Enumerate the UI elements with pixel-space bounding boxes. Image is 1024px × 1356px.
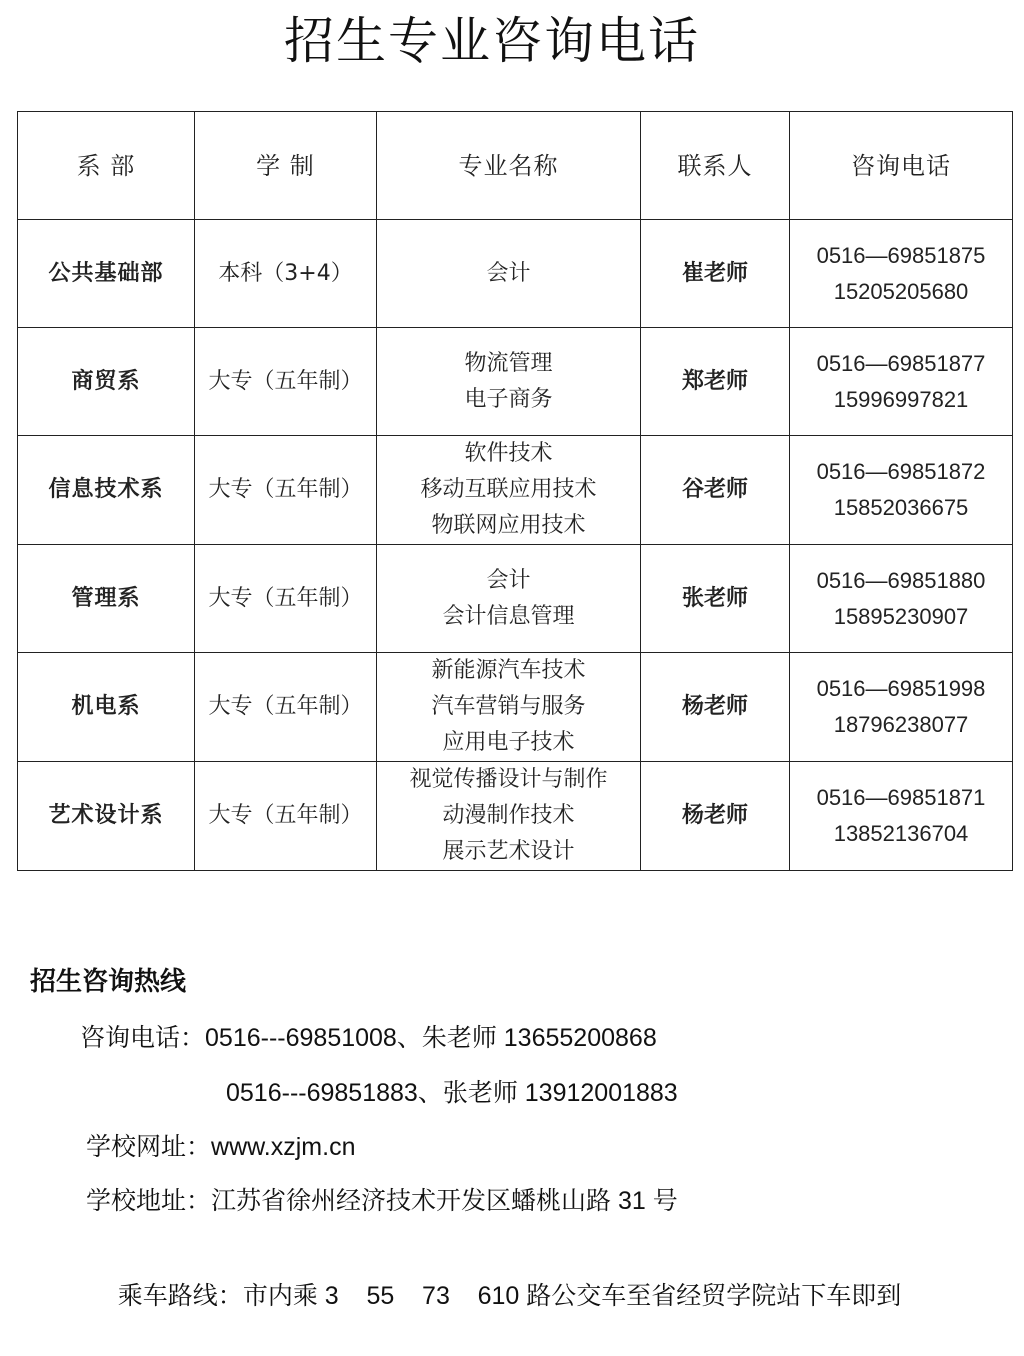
contact-cell: 崔老师 (641, 220, 790, 328)
majors-cell (377, 653, 641, 762)
contact-cell: 张老师 (641, 545, 790, 653)
website-link[interactable]: www.xzjm.cn (211, 1133, 356, 1161)
department-cell: 公共基础部 (18, 220, 195, 328)
phone-cell (790, 762, 1013, 871)
major-name: 会计 (486, 567, 531, 593)
major-name: 汽车营销与服务 (431, 694, 586, 719)
address-label: 学校地址： (86, 1186, 212, 1215)
landline-number: 0516—69851871 (816, 785, 986, 810)
phone-cell (790, 545, 1013, 653)
landline-number: 0516—69851880 (816, 567, 986, 593)
table-row (18, 762, 1013, 871)
address-value: 江苏省徐州经济技术开发区蟠桃山路 31 号 (211, 1187, 678, 1215)
system-cell: 本科（3+4） (195, 220, 377, 328)
mobile-number: 15205205680 (833, 278, 969, 304)
major-name: 软件技术 (464, 441, 553, 466)
landline-number: 0516—69851877 (816, 350, 986, 376)
major-name: 物流管理 (464, 350, 553, 376)
route-value: 市内乘 3 55 73 610 路公交车至省经贸学院站下车即到 (242, 1282, 902, 1310)
consult-phone-label: 咨询电话： (80, 1023, 206, 1052)
majors-cell (377, 545, 641, 653)
table-header-row (18, 112, 1013, 220)
system-cell: 大专（五年制） (195, 653, 377, 762)
major-name: 新能源汽车技术 (431, 658, 586, 683)
majors-table (17, 111, 1013, 871)
majors-cell (377, 220, 641, 328)
website-row (86, 1127, 355, 1167)
major-name: 电子商务 (464, 386, 553, 412)
consult-phone-row-1 (80, 1018, 657, 1058)
page-title: 招生专业咨询电话 (284, 12, 700, 70)
landline-number: 0516—69851872 (816, 459, 986, 484)
phone-cell (790, 436, 1013, 545)
contact-cell: 杨老师 (641, 653, 790, 762)
table-row (18, 220, 1013, 328)
phone-cell (790, 653, 1013, 762)
table-row (18, 436, 1013, 545)
major-name: 会计信息管理 (442, 603, 575, 629)
mobile-number: 15895230907 (833, 603, 969, 629)
consult-phone-value-2: 0516---69851883、张老师 13912001883 (226, 1079, 678, 1107)
contact-cell: 杨老师 (641, 762, 790, 871)
major-name: 动漫制作技术 (442, 803, 575, 828)
table-row (18, 328, 1013, 436)
majors-cell (377, 762, 641, 871)
address-row (86, 1181, 678, 1221)
route-row (86, 1236, 901, 1356)
department-cell: 艺术设计系 (18, 762, 195, 871)
landline-number: 0516—69851875 (816, 242, 986, 268)
header-contact: 联系人 (641, 112, 790, 220)
major-name: 会计 (486, 260, 531, 286)
route-label: 乘车路线： (117, 1281, 243, 1310)
mobile-number: 15852036675 (833, 495, 969, 520)
system-cell: 大专（五年制） (195, 545, 377, 653)
website-label: 学校网址： (86, 1132, 212, 1161)
header-phone: 咨询电话 (790, 112, 1013, 220)
table-row (18, 653, 1013, 762)
department-cell: 商贸系 (18, 328, 195, 436)
header-major: 专业名称 (377, 112, 641, 220)
phone-cell (790, 328, 1013, 436)
landline-number: 0516—69851998 (816, 676, 986, 701)
hotline-title: 招生咨询热线 (30, 967, 187, 997)
majors-cell (377, 436, 641, 545)
major-name: 展示艺术设计 (442, 839, 575, 864)
consult-phone-value-1: 0516---69851008、朱老师 13655200868 (205, 1024, 657, 1052)
system-cell: 大专（五年制） (195, 436, 377, 545)
department-cell: 信息技术系 (18, 436, 195, 545)
major-name: 移动互联应用技术 (420, 477, 597, 502)
major-name: 物联网应用技术 (431, 513, 586, 538)
mobile-number: 13852136704 (833, 821, 969, 846)
table-row (18, 545, 1013, 653)
header-system: 学 制 (195, 112, 377, 220)
header-department: 系 部 (18, 112, 195, 220)
system-cell: 大专（五年制） (195, 328, 377, 436)
contact-cell: 郑老师 (641, 328, 790, 436)
major-name: 应用电子技术 (442, 730, 575, 755)
department-cell: 机电系 (18, 653, 195, 762)
majors-cell (377, 328, 641, 436)
phone-cell (790, 220, 1013, 328)
contact-cell: 谷老师 (641, 436, 790, 545)
consult-phone-row-2 (226, 1073, 678, 1113)
mobile-number: 15996997821 (833, 386, 969, 412)
department-cell: 管理系 (18, 545, 195, 653)
mobile-number: 18796238077 (833, 712, 969, 737)
system-cell: 大专（五年制） (195, 762, 377, 871)
major-name: 视觉传播设计与制作 (409, 767, 608, 792)
